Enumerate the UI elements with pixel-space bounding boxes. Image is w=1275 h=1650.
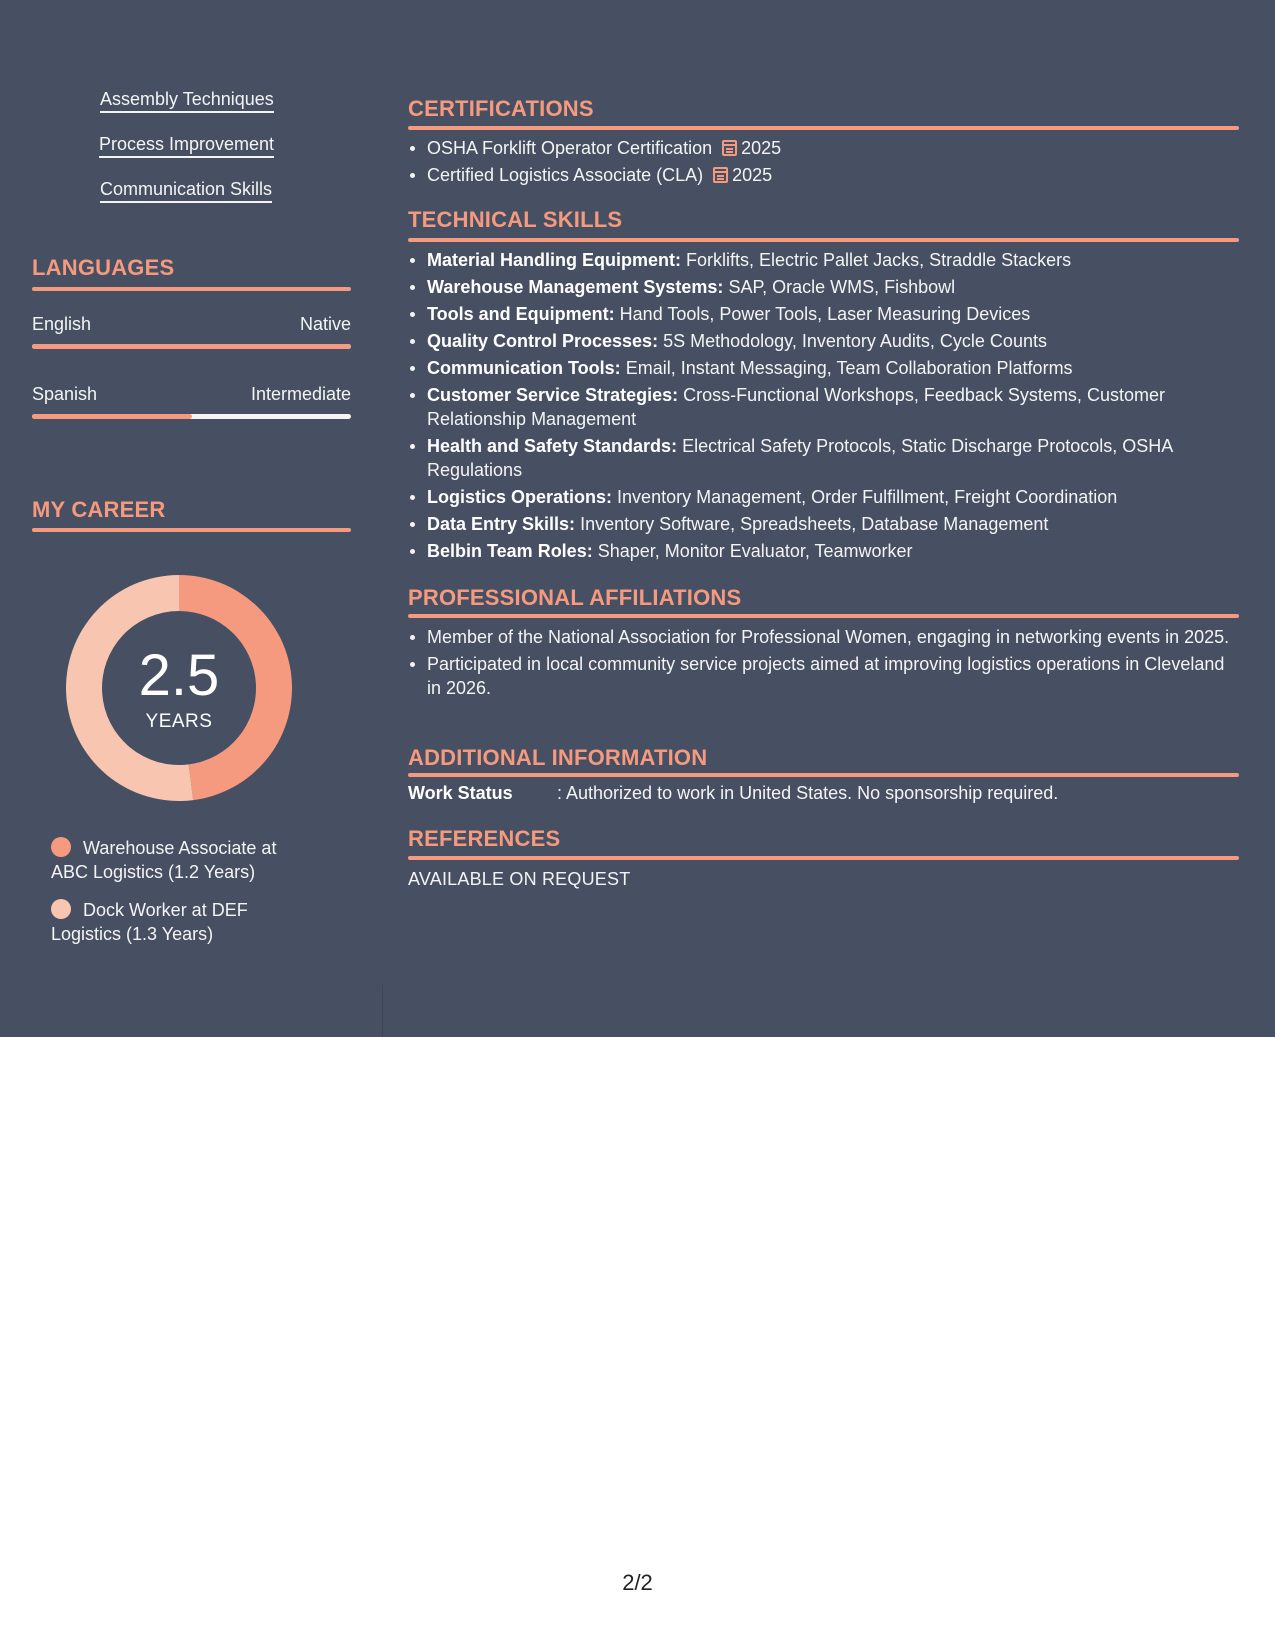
career-legend-label: Warehouse Associate at ABC Logistics (1.2 Years) xyxy=(51,838,277,882)
technical-skill-text: Inventory Software, Spreadsheets, Database Management xyxy=(580,514,1049,534)
technical-skill-text: Inventory Management, Order Fulfillment, Freight Coordination xyxy=(617,487,1118,507)
career-total-years: 2.5 xyxy=(138,643,220,708)
technical-skill-item xyxy=(427,356,1237,380)
additional-info-heading: ADDITIONAL INFORMATION xyxy=(408,745,708,770)
technical-skill-label: Customer Service Strategies: xyxy=(427,385,679,405)
references-text: AVAILABLE ON REQUEST xyxy=(408,869,631,889)
language-level: Intermediate xyxy=(250,384,351,404)
language-row-spanish xyxy=(32,384,351,405)
legend-dot-icon xyxy=(51,837,71,857)
technical-skill-label: Data Entry Skills: xyxy=(427,514,576,534)
technical-skill-text: Electrical Safety Protocols, Static Discharge Protocols, OSHA Regulations xyxy=(427,436,1173,480)
work-status-label: Work Status xyxy=(408,783,513,803)
certification-name: Certified Logistics Associate (CLA) xyxy=(427,165,704,185)
career-legend-item-1 xyxy=(51,836,311,884)
legend-dot-icon xyxy=(51,899,71,919)
career-heading-rule xyxy=(32,528,351,532)
page-number: 2/2 xyxy=(622,1570,653,1595)
language-name: English xyxy=(32,314,92,334)
affiliations-heading-rule xyxy=(408,614,1239,618)
certification-name: OSHA Forklift Operator Certification xyxy=(427,138,713,158)
affiliation-item: Member of the National Association for Professional Women, engaging in networking events in 2025. xyxy=(427,625,1237,649)
technical-skill-text: SAP, Oracle WMS, Fishbowl xyxy=(728,277,956,297)
certifications-list xyxy=(427,136,1237,190)
certifications-heading: CERTIFICATIONS xyxy=(408,96,594,121)
technical-skill-item xyxy=(427,512,1237,536)
skill-tag-communication: Communication Skills xyxy=(100,179,272,203)
technical-skill-text: Forklifts, Electric Pallet Jacks, Straddle Stackers xyxy=(686,250,1072,270)
column-divider xyxy=(382,985,383,1037)
calendar-icon xyxy=(722,140,737,156)
technical-skills-list xyxy=(427,248,1237,566)
technical-skill-label: Health and Safety Standards: xyxy=(427,436,678,456)
language-row-english xyxy=(32,314,351,335)
career-donut-chart xyxy=(66,575,292,801)
languages-heading: LANGUAGES xyxy=(32,255,175,280)
technical-skill-text: 5S Methodology, Inventory Audits, Cycle Counts xyxy=(663,331,1047,351)
career-legend-item-2 xyxy=(51,898,311,946)
language-bar-spanish xyxy=(32,414,351,419)
skill-tag-assembly: Assembly Techniques xyxy=(100,89,274,113)
technical-skill-label: Belbin Team Roles: xyxy=(427,541,593,561)
language-bar-english xyxy=(32,344,351,349)
career-heading: MY CAREER xyxy=(32,497,166,522)
additional-info-heading-rule xyxy=(408,773,1239,777)
technical-skill-item xyxy=(427,248,1237,272)
career-years-unit: YEARS xyxy=(145,711,213,732)
technical-skill-item xyxy=(427,275,1237,299)
technical-skill-label: Warehouse Management Systems: xyxy=(427,277,724,297)
technical-skill-item xyxy=(427,485,1237,509)
technical-skills-heading: TECHNICAL SKILLS xyxy=(408,207,623,232)
technical-skill-item xyxy=(427,329,1237,353)
technical-skills-heading-rule xyxy=(408,238,1239,242)
technical-skill-label: Quality Control Processes: xyxy=(427,331,659,351)
language-bar-fill xyxy=(32,344,351,349)
technical-skill-item xyxy=(427,383,1237,431)
certification-year: 2025 xyxy=(732,165,773,185)
certification-item xyxy=(427,163,1237,187)
references-heading: REFERENCES xyxy=(408,826,561,851)
technical-skill-label: Material Handling Equipment: xyxy=(427,250,682,270)
technical-skill-text: Cross-Functional Workshops, Feedback Systems, Customer Relationship Management xyxy=(427,385,1165,429)
skill-tag-process-improvement: Process Improvement xyxy=(99,134,274,158)
technical-skill-item xyxy=(427,539,1237,563)
technical-skill-text: Shaper, Monitor Evaluator, Teamworker xyxy=(597,541,913,561)
affiliation-item: Participated in local community service projects aimed at improving logistics operations in Cleveland in 2026. xyxy=(427,652,1237,700)
certifications-heading-rule xyxy=(408,126,1239,130)
languages-heading-rule xyxy=(32,287,351,291)
work-status-value: : Authorized to work in United States. No sponsorship required. xyxy=(557,783,1059,803)
technical-skill-item xyxy=(427,302,1237,326)
references-heading-rule xyxy=(408,856,1239,860)
affiliations-heading: PROFESSIONAL AFFILIATIONS xyxy=(408,585,742,610)
technical-skill-item xyxy=(427,434,1237,482)
calendar-icon xyxy=(713,167,728,183)
language-bar-fill xyxy=(32,414,192,419)
affiliations-list xyxy=(427,625,1237,703)
technical-skill-label: Tools and Equipment: xyxy=(427,304,615,324)
technical-skill-text: Hand Tools, Power Tools, Laser Measuring Devices xyxy=(619,304,1031,324)
technical-skill-label: Logistics Operations: xyxy=(427,487,613,507)
language-level: Native xyxy=(299,314,351,334)
career-legend-label: Dock Worker at DEF Logistics (1.3 Years) xyxy=(51,900,248,944)
technical-skill-text: Email, Instant Messaging, Team Collaboration Platforms xyxy=(625,358,1073,378)
technical-skill-label: Communication Tools: xyxy=(427,358,621,378)
language-name: Spanish xyxy=(32,384,98,404)
certification-item xyxy=(427,136,1237,160)
certification-year: 2025 xyxy=(741,138,782,158)
